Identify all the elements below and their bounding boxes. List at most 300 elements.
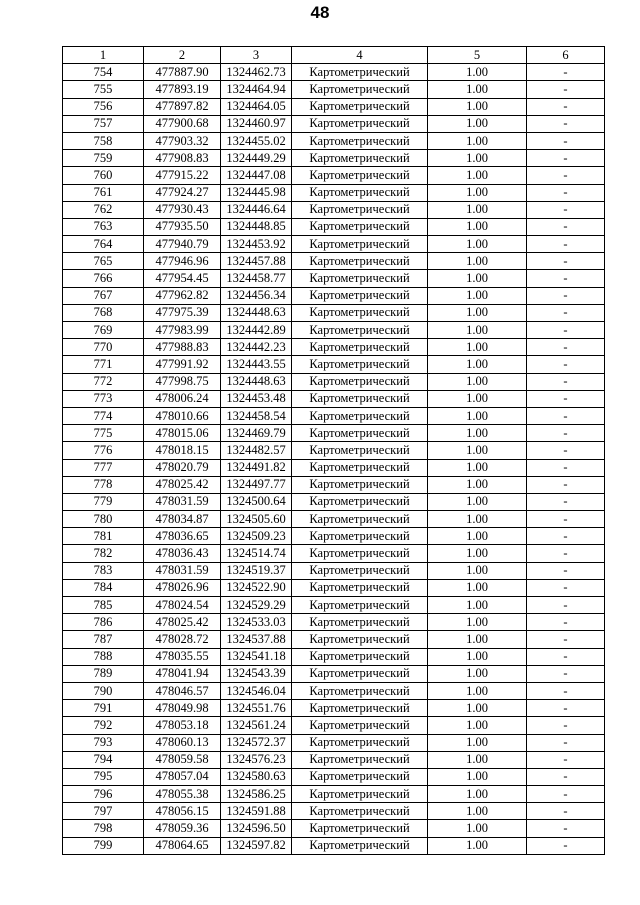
table-cell: 1.00 <box>428 700 527 717</box>
table-cell: 1324491.82 <box>221 459 292 476</box>
table-cell: - <box>527 562 605 579</box>
table-cell: 1.00 <box>428 115 527 132</box>
table-cell: 477930.43 <box>144 201 221 218</box>
table-cell: Картометрический <box>292 562 428 579</box>
table-cell: 478056.15 <box>144 803 221 820</box>
table-row <box>63 528 605 545</box>
table-cell: 1.00 <box>428 442 527 459</box>
table-row <box>63 201 605 218</box>
table-cell: Картометрический <box>292 614 428 631</box>
table-cell: - <box>527 837 605 854</box>
table-cell: 1324580.63 <box>221 768 292 785</box>
column-header: 3 <box>221 47 292 64</box>
table-row <box>63 81 605 98</box>
table-cell: Картометрический <box>292 837 428 854</box>
table-cell: 755 <box>63 81 144 98</box>
column-header: 6 <box>527 47 605 64</box>
table-cell: - <box>527 132 605 149</box>
table-cell: Картометрический <box>292 511 428 528</box>
table-cell: 477935.50 <box>144 218 221 235</box>
table-cell: 1324543.39 <box>221 665 292 682</box>
table-cell: 1.00 <box>428 648 527 665</box>
table-cell: - <box>527 64 605 81</box>
table-cell: Картометрический <box>292 81 428 98</box>
table-cell: Картометрический <box>292 717 428 734</box>
table-cell: 1324445.98 <box>221 184 292 201</box>
table-cell: - <box>527 425 605 442</box>
table-cell: 788 <box>63 648 144 665</box>
column-header: 1 <box>63 47 144 64</box>
table-cell: 1.00 <box>428 751 527 768</box>
table-cell: - <box>527 373 605 390</box>
table-row <box>63 373 605 390</box>
table-cell: 1.00 <box>428 167 527 184</box>
table-cell: Картометрический <box>292 322 428 339</box>
table-cell: 1324522.90 <box>221 579 292 596</box>
table-row <box>63 253 605 270</box>
table-cell: 1.00 <box>428 717 527 734</box>
table-row <box>63 442 605 459</box>
table-cell: 1324442.89 <box>221 322 292 339</box>
table-cell: 1324462.73 <box>221 64 292 81</box>
table-cell: Картометрический <box>292 236 428 253</box>
table-cell: Картометрический <box>292 631 428 648</box>
table-cell: 1324551.76 <box>221 700 292 717</box>
table-cell: 478018.15 <box>144 442 221 459</box>
table-row <box>63 768 605 785</box>
table-cell: - <box>527 115 605 132</box>
table-cell: - <box>527 236 605 253</box>
table-cell: 1324529.29 <box>221 597 292 614</box>
table-cell: 1.00 <box>428 614 527 631</box>
table-cell: - <box>527 356 605 373</box>
table-cell: Картометрический <box>292 339 428 356</box>
table-cell: Картометрический <box>292 476 428 493</box>
table-cell: 478060.13 <box>144 734 221 751</box>
table-cell: 1.00 <box>428 493 527 510</box>
table-cell: 1324546.04 <box>221 682 292 699</box>
table-cell: 1.00 <box>428 665 527 682</box>
table-cell: 478020.79 <box>144 459 221 476</box>
table-cell: 778 <box>63 476 144 493</box>
table-row <box>63 751 605 768</box>
table-cell: 477940.79 <box>144 236 221 253</box>
table-cell: 756 <box>63 98 144 115</box>
table-row <box>63 425 605 442</box>
column-header: 4 <box>292 47 428 64</box>
table-cell: 1324453.92 <box>221 236 292 253</box>
table-row <box>63 648 605 665</box>
table-cell: 477962.82 <box>144 287 221 304</box>
table-cell: - <box>527 682 605 699</box>
table-cell: 477887.90 <box>144 64 221 81</box>
table-cell: 1.00 <box>428 820 527 837</box>
table-cell: - <box>527 648 605 665</box>
table-cell: 1.00 <box>428 98 527 115</box>
table-cell: 478006.24 <box>144 390 221 407</box>
table-row <box>63 218 605 235</box>
table-cell: Картометрический <box>292 218 428 235</box>
table-cell: - <box>527 734 605 751</box>
table-cell: 1.00 <box>428 81 527 98</box>
table-cell: 789 <box>63 665 144 682</box>
table-cell: - <box>527 579 605 596</box>
table-cell: 771 <box>63 356 144 373</box>
table-cell: Картометрический <box>292 665 428 682</box>
table-cell: 1324533.03 <box>221 614 292 631</box>
table-row <box>63 407 605 424</box>
table-cell: 1324456.34 <box>221 287 292 304</box>
table-cell: Картометрический <box>292 270 428 287</box>
table-cell: 761 <box>63 184 144 201</box>
table-cell: - <box>527 167 605 184</box>
table-cell: 478035.55 <box>144 648 221 665</box>
table-row <box>63 682 605 699</box>
table-cell: 477893.19 <box>144 81 221 98</box>
table-row <box>63 150 605 167</box>
table-cell: 477924.27 <box>144 184 221 201</box>
table-cell: Картометрический <box>292 115 428 132</box>
table-cell: 1.00 <box>428 236 527 253</box>
table-cell: 477954.45 <box>144 270 221 287</box>
table-cell: 1.00 <box>428 459 527 476</box>
table-cell: 1.00 <box>428 64 527 81</box>
table-cell: Картометрический <box>292 682 428 699</box>
table-row <box>63 734 605 751</box>
table-cell: 787 <box>63 631 144 648</box>
table-row <box>63 837 605 854</box>
table-cell: 1324458.77 <box>221 270 292 287</box>
table-cell: - <box>527 81 605 98</box>
table-cell: 478036.43 <box>144 545 221 562</box>
table-cell: 763 <box>63 218 144 235</box>
table-cell: - <box>527 201 605 218</box>
table-cell: - <box>527 184 605 201</box>
table-cell: 1.00 <box>428 803 527 820</box>
table-cell: 754 <box>63 64 144 81</box>
table-cell: 477900.68 <box>144 115 221 132</box>
table-cell: 1.00 <box>428 304 527 321</box>
table-cell: - <box>527 304 605 321</box>
table-cell: 1.00 <box>428 132 527 149</box>
table-cell: 478031.59 <box>144 562 221 579</box>
table-cell: 757 <box>63 115 144 132</box>
table-cell: 1324514.74 <box>221 545 292 562</box>
table-cell: 477903.32 <box>144 132 221 149</box>
table-cell: - <box>527 631 605 648</box>
table-cell: 477991.92 <box>144 356 221 373</box>
table-cell: 1.00 <box>428 476 527 493</box>
table-cell: 772 <box>63 373 144 390</box>
table-cell: - <box>527 150 605 167</box>
table-cell: - <box>527 665 605 682</box>
table-header-row <box>63 47 605 64</box>
table-cell: 762 <box>63 201 144 218</box>
table-cell: 1324443.55 <box>221 356 292 373</box>
table-cell: 1324464.05 <box>221 98 292 115</box>
column-header: 2 <box>144 47 221 64</box>
table-cell: Картометрический <box>292 545 428 562</box>
table-cell: 478024.54 <box>144 597 221 614</box>
table-cell: 477915.22 <box>144 167 221 184</box>
table-cell: 758 <box>63 132 144 149</box>
table-cell: 759 <box>63 150 144 167</box>
table-cell: - <box>527 803 605 820</box>
table-cell: - <box>527 322 605 339</box>
table-row <box>63 786 605 803</box>
table-cell: - <box>527 287 605 304</box>
table-row <box>63 700 605 717</box>
table-cell: Картометрический <box>292 201 428 218</box>
table-cell: 478041.94 <box>144 665 221 682</box>
table-cell: 768 <box>63 304 144 321</box>
table-cell: - <box>527 545 605 562</box>
table-cell: 478053.18 <box>144 717 221 734</box>
table-row <box>63 356 605 373</box>
table-cell: - <box>527 493 605 510</box>
table-cell: - <box>527 98 605 115</box>
table-cell: 478025.42 <box>144 476 221 493</box>
table-cell: Картометрический <box>292 253 428 270</box>
table-cell: 777 <box>63 459 144 476</box>
table-cell: Картометрический <box>292 425 428 442</box>
table-cell: 793 <box>63 734 144 751</box>
table-cell: 1.00 <box>428 579 527 596</box>
table-cell: 478034.87 <box>144 511 221 528</box>
table-cell: Картометрический <box>292 356 428 373</box>
table-cell: 774 <box>63 407 144 424</box>
table-cell: Картометрический <box>292 648 428 665</box>
table-cell: 478057.04 <box>144 768 221 785</box>
table-row <box>63 236 605 253</box>
table-cell: Картометрический <box>292 64 428 81</box>
table-cell: 764 <box>63 236 144 253</box>
table-cell: Картометрический <box>292 442 428 459</box>
table-row <box>63 562 605 579</box>
table-cell: 1.00 <box>428 287 527 304</box>
table-cell: 1324448.63 <box>221 304 292 321</box>
table-cell: Картометрический <box>292 98 428 115</box>
table-cell: 1.00 <box>428 837 527 854</box>
table-cell: 1.00 <box>428 356 527 373</box>
table-row <box>63 717 605 734</box>
table-cell: 478015.06 <box>144 425 221 442</box>
table-cell: 1324561.24 <box>221 717 292 734</box>
table-cell: 1324509.23 <box>221 528 292 545</box>
table-row <box>63 459 605 476</box>
table-cell: Картометрический <box>292 597 428 614</box>
table-cell: 478010.66 <box>144 407 221 424</box>
table-cell: 1.00 <box>428 339 527 356</box>
table-cell: Картометрический <box>292 390 428 407</box>
table-body <box>63 64 605 855</box>
table-cell: 1324455.02 <box>221 132 292 149</box>
table-row <box>63 493 605 510</box>
table-cell: - <box>527 442 605 459</box>
table-cell: 1.00 <box>428 373 527 390</box>
table-cell: 1.00 <box>428 734 527 751</box>
table-cell: 1324482.57 <box>221 442 292 459</box>
table-cell: 1324448.63 <box>221 373 292 390</box>
table-cell: 791 <box>63 700 144 717</box>
table-cell: 1.00 <box>428 682 527 699</box>
table-cell: - <box>527 528 605 545</box>
table-cell: 478046.57 <box>144 682 221 699</box>
table-cell: 769 <box>63 322 144 339</box>
table-cell: 1.00 <box>428 786 527 803</box>
table-cell: - <box>527 253 605 270</box>
table-cell: 477946.96 <box>144 253 221 270</box>
table-cell: Картометрический <box>292 304 428 321</box>
table-cell: Картометрический <box>292 407 428 424</box>
table-cell: Картометрический <box>292 820 428 837</box>
table-row <box>63 287 605 304</box>
table-cell: 1.00 <box>428 562 527 579</box>
table-cell: 775 <box>63 425 144 442</box>
table-row <box>63 339 605 356</box>
table-cell: 1.00 <box>428 407 527 424</box>
table-cell: Картометрический <box>292 167 428 184</box>
table-cell: - <box>527 270 605 287</box>
table-cell: 1.00 <box>428 390 527 407</box>
table-cell: 1.00 <box>428 150 527 167</box>
table-cell: 1324453.48 <box>221 390 292 407</box>
table-cell: 1324460.97 <box>221 115 292 132</box>
table-cell: 1.00 <box>428 322 527 339</box>
table-row <box>63 167 605 184</box>
table-cell: Картометрический <box>292 768 428 785</box>
table-row <box>63 820 605 837</box>
table-row <box>63 665 605 682</box>
table-cell: - <box>527 717 605 734</box>
table-cell: 1324449.29 <box>221 150 292 167</box>
table-cell: 770 <box>63 339 144 356</box>
table-cell: Картометрический <box>292 751 428 768</box>
table-cell: Картометрический <box>292 184 428 201</box>
table-cell: 1324537.88 <box>221 631 292 648</box>
table-cell: 1.00 <box>428 597 527 614</box>
table-cell: 792 <box>63 717 144 734</box>
table-cell: 779 <box>63 493 144 510</box>
table-cell: 773 <box>63 390 144 407</box>
table-cell: Картометрический <box>292 493 428 510</box>
table-cell: 1324597.82 <box>221 837 292 854</box>
table-row <box>63 803 605 820</box>
page-number: 48 <box>310 3 330 22</box>
table-cell: 1324572.37 <box>221 734 292 751</box>
table-cell: Картометрический <box>292 528 428 545</box>
table-cell: 783 <box>63 562 144 579</box>
table-cell: 776 <box>63 442 144 459</box>
table-cell: - <box>527 786 605 803</box>
table-cell: 1324497.77 <box>221 476 292 493</box>
table-cell: 478059.36 <box>144 820 221 837</box>
table-row <box>63 304 605 321</box>
table-cell: 780 <box>63 511 144 528</box>
table-cell: 478055.38 <box>144 786 221 803</box>
table-cell: 1.00 <box>428 218 527 235</box>
table-row <box>63 545 605 562</box>
table-cell: 1324505.60 <box>221 511 292 528</box>
table-cell: Картометрический <box>292 734 428 751</box>
table-cell: 1324458.54 <box>221 407 292 424</box>
table-cell: 478026.96 <box>144 579 221 596</box>
table-row <box>63 511 605 528</box>
table-cell: - <box>527 459 605 476</box>
table-cell: Картометрический <box>292 579 428 596</box>
table-cell: - <box>527 218 605 235</box>
table-cell: 1.00 <box>428 253 527 270</box>
table-cell: 798 <box>63 820 144 837</box>
table-cell: 1324519.37 <box>221 562 292 579</box>
table-cell: Картометрический <box>292 803 428 820</box>
table-cell: 781 <box>63 528 144 545</box>
table-cell: 1.00 <box>428 425 527 442</box>
table-cell: 1324591.88 <box>221 803 292 820</box>
table-row <box>63 270 605 287</box>
table-cell: Картометрический <box>292 786 428 803</box>
table-row <box>63 98 605 115</box>
table-cell: 478064.65 <box>144 837 221 854</box>
table-cell: 760 <box>63 167 144 184</box>
column-header: 5 <box>428 47 527 64</box>
table-cell: 477908.83 <box>144 150 221 167</box>
table-cell: 790 <box>63 682 144 699</box>
coordinates-table <box>62 46 605 855</box>
table-cell: Картометрический <box>292 132 428 149</box>
table-row <box>63 184 605 201</box>
table-cell: Картометрический <box>292 373 428 390</box>
table-cell: - <box>527 700 605 717</box>
table-cell: 767 <box>63 287 144 304</box>
table-cell: 795 <box>63 768 144 785</box>
table-cell: - <box>527 614 605 631</box>
table-row <box>63 390 605 407</box>
table-cell: - <box>527 390 605 407</box>
table-cell: 1.00 <box>428 528 527 545</box>
table-cell: 478025.42 <box>144 614 221 631</box>
table-cell: 478049.98 <box>144 700 221 717</box>
table-cell: - <box>527 597 605 614</box>
table-cell: 766 <box>63 270 144 287</box>
table-cell: 477988.83 <box>144 339 221 356</box>
table-cell: Картометрический <box>292 459 428 476</box>
table-cell: Картометрический <box>292 700 428 717</box>
table-cell: - <box>527 476 605 493</box>
table-cell: 1324464.94 <box>221 81 292 98</box>
table-cell: 1.00 <box>428 768 527 785</box>
table-cell: 478059.58 <box>144 751 221 768</box>
table-cell: - <box>527 768 605 785</box>
table-cell: - <box>527 820 605 837</box>
table-cell: 1324448.85 <box>221 218 292 235</box>
table-cell: 796 <box>63 786 144 803</box>
table-cell: 1.00 <box>428 201 527 218</box>
table-cell: Картометрический <box>292 150 428 167</box>
table-cell: 765 <box>63 253 144 270</box>
table-cell: 1324500.64 <box>221 493 292 510</box>
table-cell: 1.00 <box>428 270 527 287</box>
table-cell: 477998.75 <box>144 373 221 390</box>
table-cell: - <box>527 751 605 768</box>
table-cell: 784 <box>63 579 144 596</box>
table-cell: 478031.59 <box>144 493 221 510</box>
table-cell: - <box>527 407 605 424</box>
table-cell: 799 <box>63 837 144 854</box>
table-row <box>63 579 605 596</box>
table-cell: 1.00 <box>428 545 527 562</box>
table-cell: 1.00 <box>428 184 527 201</box>
